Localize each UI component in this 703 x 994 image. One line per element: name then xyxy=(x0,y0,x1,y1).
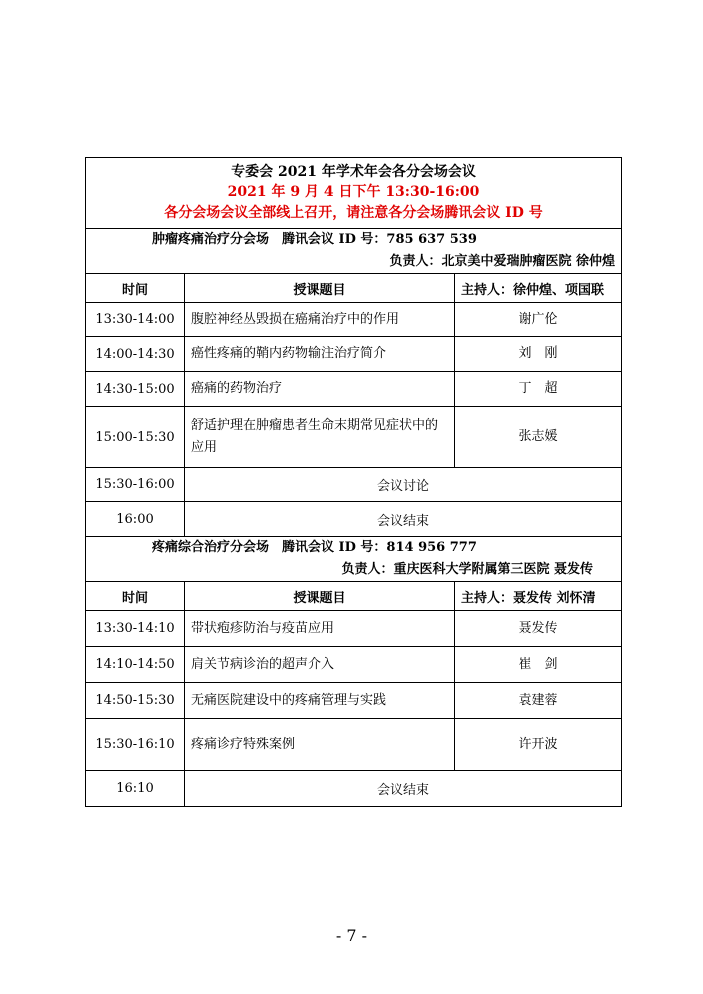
row-topic: 疼痛诊疗特殊案例 xyxy=(185,719,455,771)
row-time: 16:00 xyxy=(86,502,185,537)
row-time: 13:30-14:00 xyxy=(86,303,185,337)
table-row xyxy=(86,372,622,407)
schedule-table xyxy=(85,157,622,807)
page-number: - 7 - xyxy=(335,926,368,945)
table-row xyxy=(86,303,622,337)
row-time: 15:00-15:30 xyxy=(86,407,185,468)
column-header-row xyxy=(86,274,622,303)
row-time: 14:30-15:00 xyxy=(86,372,185,407)
table-row xyxy=(86,719,622,771)
row-speaker: 崔 剑 xyxy=(455,647,622,683)
session-venue: 疼痛综合治疗分会场 腾讯会议 ID 号：814 956 777 xyxy=(152,540,477,555)
closing-row xyxy=(86,502,622,537)
row-speaker: 袁建蓉 xyxy=(455,683,622,719)
row-topic: 舒适护理在肿瘤患者生命末期常见症状中的应用 xyxy=(185,407,455,468)
row-speaker: 张志媛 xyxy=(455,407,622,468)
col-topic-header: 授课题目 xyxy=(185,274,455,303)
col-host-header: 主持人：徐仲煌、项国联 xyxy=(455,274,622,303)
row-topic: 肩关节病诊治的超声介入 xyxy=(185,647,455,683)
discussion-label: 会议讨论 xyxy=(185,468,622,502)
closing-label: 会议结束 xyxy=(185,502,622,537)
col-topic-header: 授课题目 xyxy=(185,582,455,611)
row-time: 14:50-15:30 xyxy=(86,683,185,719)
row-time: 13:30-14:10 xyxy=(86,611,185,647)
closing-row xyxy=(86,771,622,807)
session-leader: 负责人：北京美中爱瑞肿瘤医院 徐仲煌 xyxy=(389,254,616,269)
row-time: 15:30-16:00 xyxy=(86,468,185,502)
session-venue: 肿瘤疼痛治疗分会场 腾讯会议 ID 号：785 637 539 xyxy=(152,232,477,247)
row-topic: 腹腔神经丛毁损在癌痛治疗中的作用 xyxy=(185,303,455,337)
row-topic: 癌痛的药物治疗 xyxy=(185,372,455,407)
col-time-header: 时间 xyxy=(86,274,185,303)
discussion-row xyxy=(86,468,622,502)
session-header xyxy=(86,229,622,274)
row-time: 16:10 xyxy=(86,771,185,807)
row-speaker: 聂发传 xyxy=(455,611,622,647)
table-row xyxy=(86,683,622,719)
conference-title: 专委会 2021 年学术年会各分会场会议 xyxy=(231,164,476,180)
col-time-header: 时间 xyxy=(86,582,185,611)
row-speaker: 刘 刚 xyxy=(455,337,622,372)
row-time: 14:10-14:50 xyxy=(86,647,185,683)
column-header-row xyxy=(86,582,622,611)
table-row xyxy=(86,647,622,683)
col-host-header: 主持人：聂发传 刘怀清 xyxy=(455,582,622,611)
row-speaker: 许开波 xyxy=(455,719,622,771)
session-leader: 负责人：重庆医科大学附属第三医院 聂发传 xyxy=(341,562,594,577)
row-topic: 无痛医院建设中的疼痛管理与实践 xyxy=(185,683,455,719)
row-time: 15:30-16:10 xyxy=(86,719,185,771)
row-topic: 带状疱疹防治与疫苗应用 xyxy=(185,611,455,647)
row-time: 14:00-14:30 xyxy=(86,337,185,372)
row-speaker: 谢广伦 xyxy=(455,303,622,337)
row-topic: 癌性疼痛的鞘内药物输注治疗简介 xyxy=(185,337,455,372)
schedule-header xyxy=(86,158,622,229)
closing-label: 会议结束 xyxy=(185,771,622,807)
row-speaker: 丁 超 xyxy=(455,372,622,407)
table-row xyxy=(86,407,622,468)
conference-datetime: 2021 年 9 月 4 日下午 13:30-16:00 xyxy=(227,184,480,200)
table-row xyxy=(86,611,622,647)
conference-notice: 各分会场会议全部线上召开，请注意各分会场腾讯会议 ID 号 xyxy=(164,205,543,221)
session-header xyxy=(86,537,622,582)
table-row xyxy=(86,337,622,372)
